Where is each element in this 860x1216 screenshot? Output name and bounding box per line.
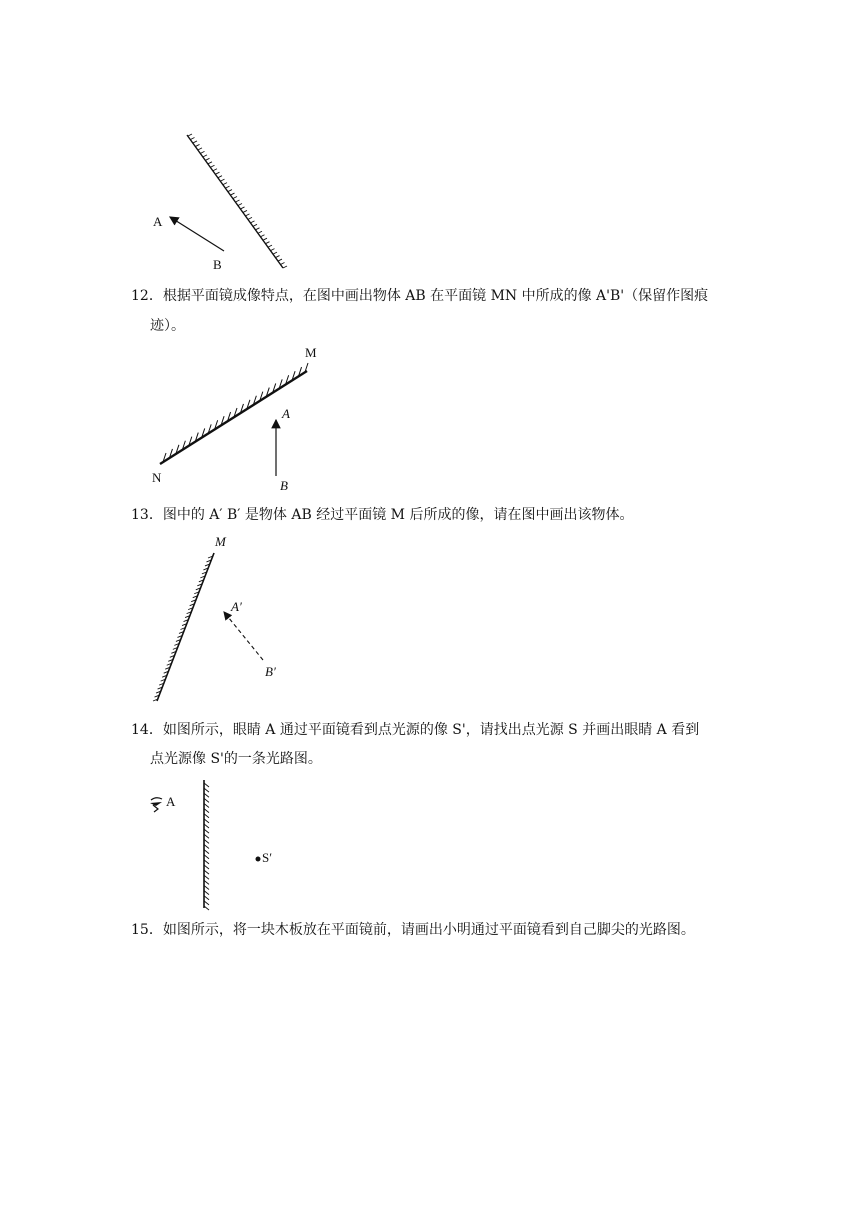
mirror-hatch-mark: [193, 141, 197, 143]
mirror-hatch-mark: [278, 259, 282, 261]
mirror-hatch-mark: [263, 238, 267, 240]
question-12-line2: [150, 316, 185, 336]
mirror-hatch-mark: [203, 155, 207, 157]
question-text: 如图所示，将一块木板放在平面镜前，请画出小明通过平面镜看到自己脚尖的光路图。: [162, 922, 695, 938]
mirror-hatch-mark: [206, 158, 210, 160]
mirror-hatch-mark: [213, 169, 217, 171]
label-b: B: [280, 478, 288, 493]
mirror-hatch-mark: [198, 148, 202, 150]
mirror-hatch-mark: [273, 252, 277, 254]
mirror-hatch-mark: [188, 134, 192, 136]
mirror-hatch-mark: [191, 137, 195, 139]
question-text: 根据平面镜成像特点，在图中画出物体 AB 在平面镜 MN 中所成的像 A'B'（保留作图痕: [162, 288, 709, 304]
figure-4-mirror-diagram: [145, 775, 295, 915]
mirror-hatch-mark: [281, 263, 285, 265]
mirror-hatch-mark: [196, 144, 200, 146]
mirror-hatch-mark: [253, 224, 257, 226]
label-a-prime: A′: [231, 599, 242, 614]
mirror-hatch-mark: [226, 186, 230, 188]
label-b: B: [213, 257, 222, 272]
plane-mirror-m: [153, 553, 214, 701]
question-text: 迹）。: [150, 318, 185, 334]
mirror-hatch-mark: [246, 214, 250, 216]
question-number: 13．: [131, 507, 163, 523]
label-n: N: [152, 470, 162, 485]
mirror-hatch-mark: [211, 165, 215, 167]
mirror-hatch-mark: [258, 231, 262, 233]
label-s-prime: S′: [262, 850, 273, 865]
question-13: [131, 505, 633, 525]
mirror-hatch-mark: [271, 249, 275, 251]
label-a: A: [153, 214, 163, 229]
mirror-hatch-mark: [233, 197, 237, 199]
figure-1-mirror-diagram: [140, 125, 300, 275]
mirror-hatch-mark: [243, 210, 247, 212]
mirror-hatch-mark: [251, 221, 255, 223]
mirror-hatch-mark: [221, 179, 225, 181]
mirror-hatch-mark: [266, 242, 270, 244]
mirror-hatch-mark: [223, 183, 227, 185]
mirror-hatch-mark: [238, 203, 242, 205]
mirror-hatch-mark: [216, 172, 220, 174]
question-number: 12．: [131, 288, 163, 304]
figure-2-mirror-diagram: [145, 342, 335, 494]
mirror-hatch-mark: [218, 176, 222, 178]
question-number: 14．: [131, 722, 163, 738]
mirror-hatch-mark: [268, 245, 272, 247]
mirror-hatch-mark: [228, 190, 232, 192]
mirror-hatch-mark: [236, 200, 240, 202]
plane-mirror: [187, 134, 287, 268]
mirror-hatch-mark: [208, 162, 212, 164]
label-m: M: [215, 534, 226, 549]
mirror-hatch-mark: [261, 235, 265, 237]
question-14-line2: [150, 749, 322, 769]
plane-mirror-vertical: [204, 780, 209, 910]
question-text: 点光源像 S'的一条光路图。: [150, 751, 322, 767]
label-a: A: [282, 406, 290, 421]
mirror-hatch-mark: [248, 217, 252, 219]
label-b-prime: B′: [265, 664, 276, 679]
figure-3-mirror-diagram: [145, 530, 305, 710]
image-arrow-a-prime-b-prime: [224, 612, 263, 660]
question-15: [131, 920, 695, 940]
question-text: 如图所示，眼睛 A 通过平面镜看到点光源的像 S'，请找出点光源 S 并画出眼睛 A 看到: [162, 722, 700, 738]
mirror-hatch-mark: [231, 193, 235, 195]
mirror-hatch-mark: [256, 228, 260, 230]
mirror-hatch-mark: [276, 256, 280, 258]
mirror-hatch-mark: [201, 151, 205, 153]
label-m: M: [305, 345, 317, 360]
eye-icon: [150, 798, 162, 812]
question-number: 15．: [131, 922, 163, 938]
question-14: [131, 720, 699, 740]
point-s-prime: [256, 857, 261, 862]
mirror-hatch-mark: [241, 207, 245, 209]
mirror-hatch-mark: [283, 266, 287, 268]
label-eye-a: A: [166, 794, 176, 809]
question-12: [131, 286, 708, 306]
object-arrow-ab: [170, 217, 224, 251]
question-text: 图中的 A′ B′ 是物体 AB 经过平面镜 M 后所成的像，请在图中画出该物体。: [162, 507, 634, 523]
